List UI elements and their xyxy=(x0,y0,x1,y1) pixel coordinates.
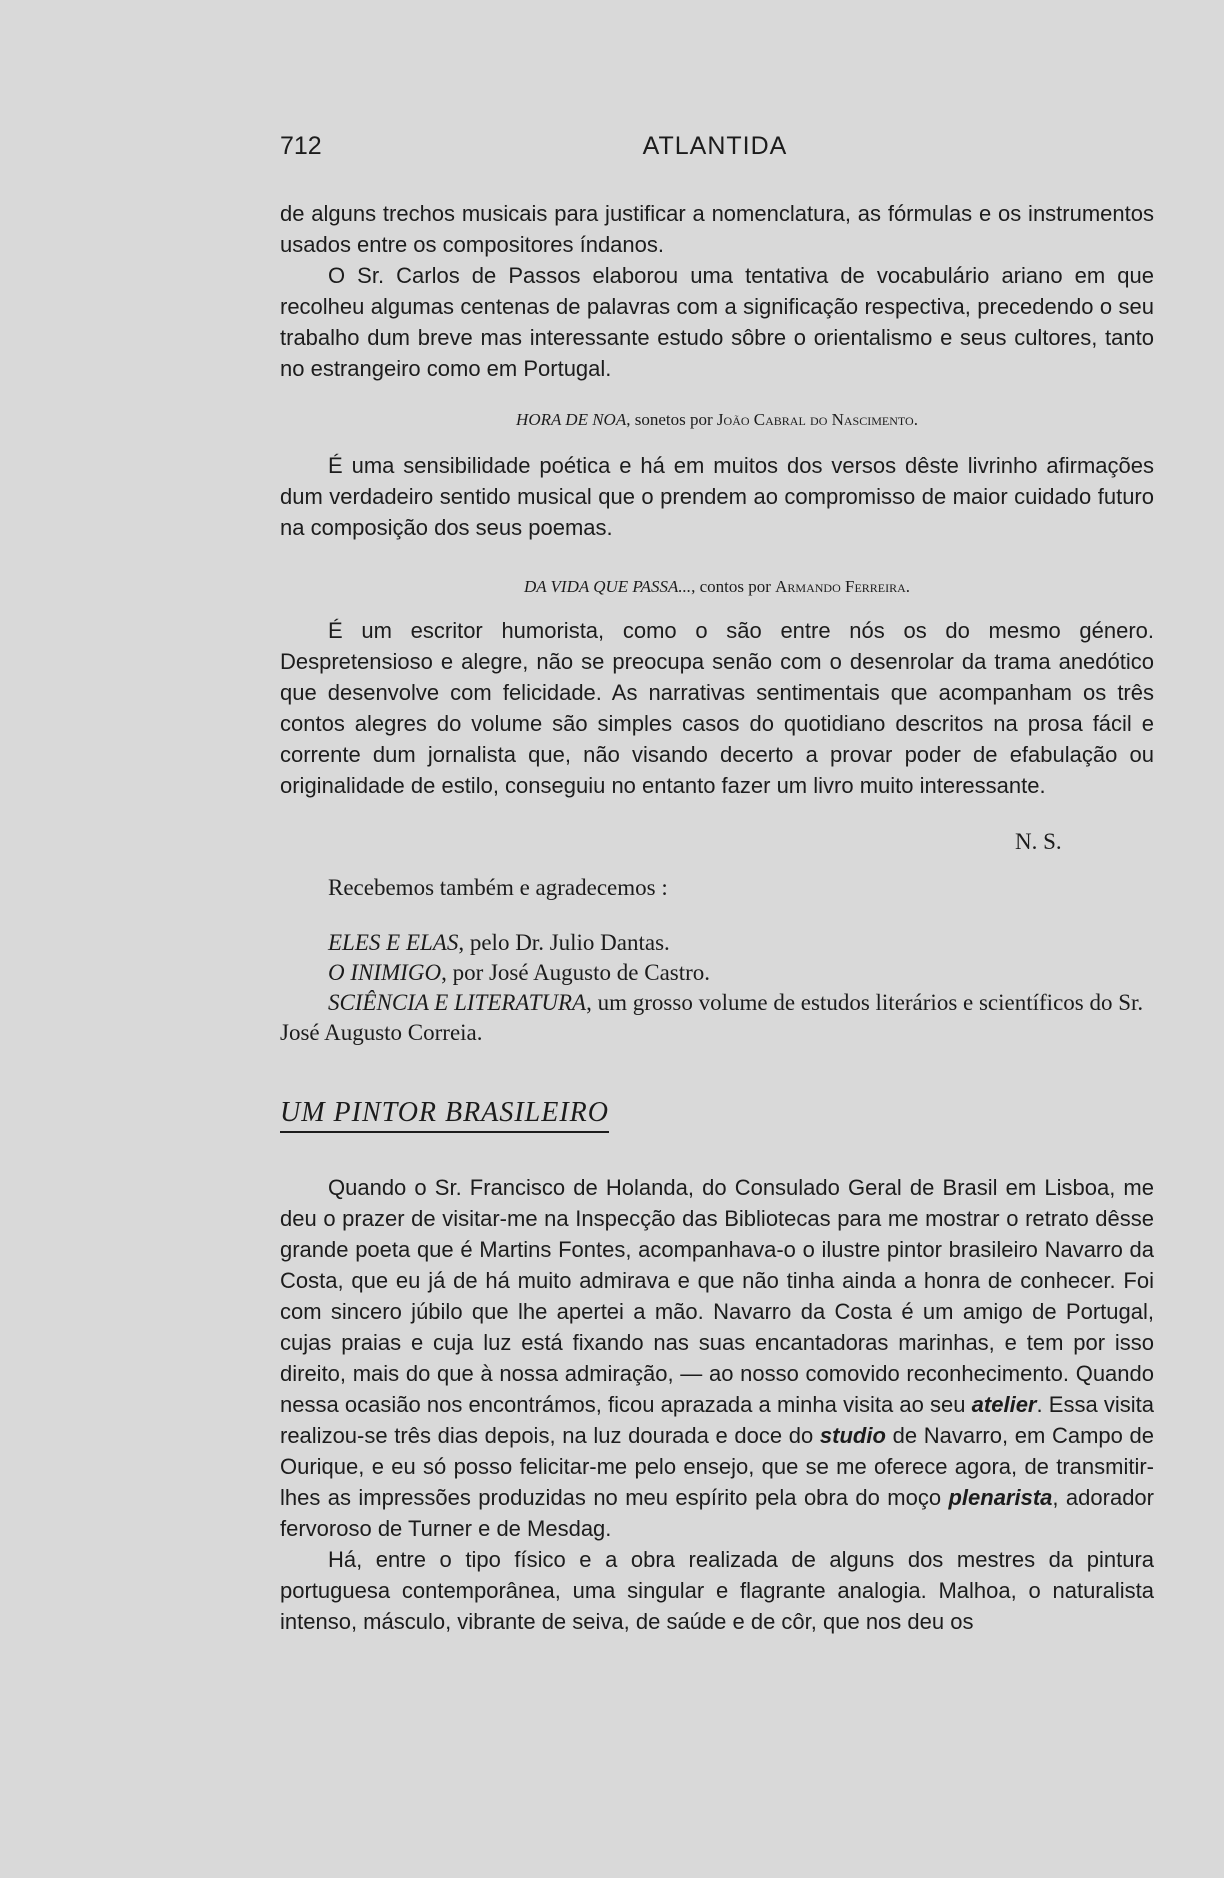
article-paragraph-2: Há, entre o tipo físico e a obra realizada de alguns dos mestres da pintura portuguesa contemporânea, uma singular e flagrante analogia. Malhoa, o naturalista intenso, másculo, vibrante de seiva, de saúde e de côr, que nos deu os xyxy=(280,1547,1154,1634)
intro-paragraph xyxy=(280,198,1154,384)
received-item: O INIMIGO, por José Augusto de Castro. xyxy=(328,960,711,985)
review-by-1: , sonetos por xyxy=(626,410,717,429)
review-text-1: É uma sensibilidade poética e há em muitos dos versos dêste livrinho afirmações dum verdadeiro sentido musical que o prendem ao compromisso de maior cuidado futuro na composição dos seus poemas. xyxy=(280,453,1154,540)
signature: N. S. xyxy=(1015,829,1062,854)
article-body xyxy=(280,1172,1154,1637)
section-title: UM PINTOR BRASILEIRO xyxy=(280,1097,609,1133)
review-title-2: DA VIDA QUE PASSA... xyxy=(523,577,692,596)
review-text-2: É um escritor humorista, como o são entre nós os do mesmo género. Despretensioso e alegre, não se preocupa senão com o desenrolar da trama anedótico que desenvolve com felicidade. As narrativas sentimentais que acompanham os três contos alegres do volume são simples casos do quotidiano descritos na prosa fácil e corrente dum jornalista que, não visando decerto a provar poder de efabulação ou originalidade de estilo, conseguiu no entanto fazer um livro muito interessante. xyxy=(280,618,1154,798)
received-item: SCIÊNCIA E LITERATURA, um grosso volume de estudos literários e scientíficos do Sr. José Augusto Correia. xyxy=(280,990,1144,1045)
intro-line-1: de alguns trechos musicais para justificar a nomenclatura, as fórmulas e os instrumentos usados entre os compositores índanos. xyxy=(280,201,1154,257)
received-intro: Recebemos também e agradecemos : xyxy=(328,875,668,900)
review-heading-1: HORA DE NOA, sonetos por João Cabral do Nascimento. xyxy=(516,410,918,429)
review-title-1: HORA DE NOA xyxy=(516,410,627,429)
page-number: 712 xyxy=(280,132,322,160)
review-author-2: Armando Ferreira xyxy=(775,577,906,596)
review-by-2: , contos por xyxy=(691,577,776,596)
review-author-1: João Cabral do Nascimento xyxy=(716,410,914,429)
review-heading-2: DA VIDA QUE PASSA..., contos por Armando Ferreira. xyxy=(523,577,911,596)
article-paragraph-1: Quando o Sr. Francisco de Holanda, do Consulado Geral de Brasil em Lisboa, me deu o prazer de visitar-me na Inspecção das Bibliotecas para me mostrar o retrato dêsse grande poeta que é Martins Fontes, acompanhava-o o ilustre pintor brasileiro Navarro da Costa, que eu já de há muito admirava e que não tinha ainda a honra de conhecer. Foi com sincero júbilo que lhe apertei a mão. Navarro da Costa é um amigo de Portugal, cujas praias e cuja luz está fixando nas suas encantadoras marinhas, e tem por isso direito, mais do que à nossa admiração, — ao nosso comovido reconhecimento. Quando nessa ocasião nos encontrámos, ficou aprazada a minha visita ao seu atelier. Essa visita realizou-se três dias depois, na luz dourada e doce do studio de Navarro, em Campo de Ourique, e eu só posso felicitar-me pelo ensejo, que se me oferece agora, de transmitir-lhes as impressões produzidas no meu espírito pela obra do moço plenarista, adorador fervoroso de Turner e de Mesdag. xyxy=(280,1175,1154,1541)
received-list xyxy=(280,873,1154,1048)
journal-title: ATLANTIDA xyxy=(642,132,788,160)
intro-line-2: O Sr. Carlos de Passos elaborou uma tentativa de vocabulário ariano em que recolheu algumas centenas de palavras com a significação respectiva, precedendo o seu trabalho dum breve mas interessante estudo sôbre o orientalismo e seus cultores, tanto no estrangeiro como em Portugal. xyxy=(280,263,1154,381)
received-item: ELES E ELAS, pelo Dr. Julio Dantas. xyxy=(328,930,670,955)
